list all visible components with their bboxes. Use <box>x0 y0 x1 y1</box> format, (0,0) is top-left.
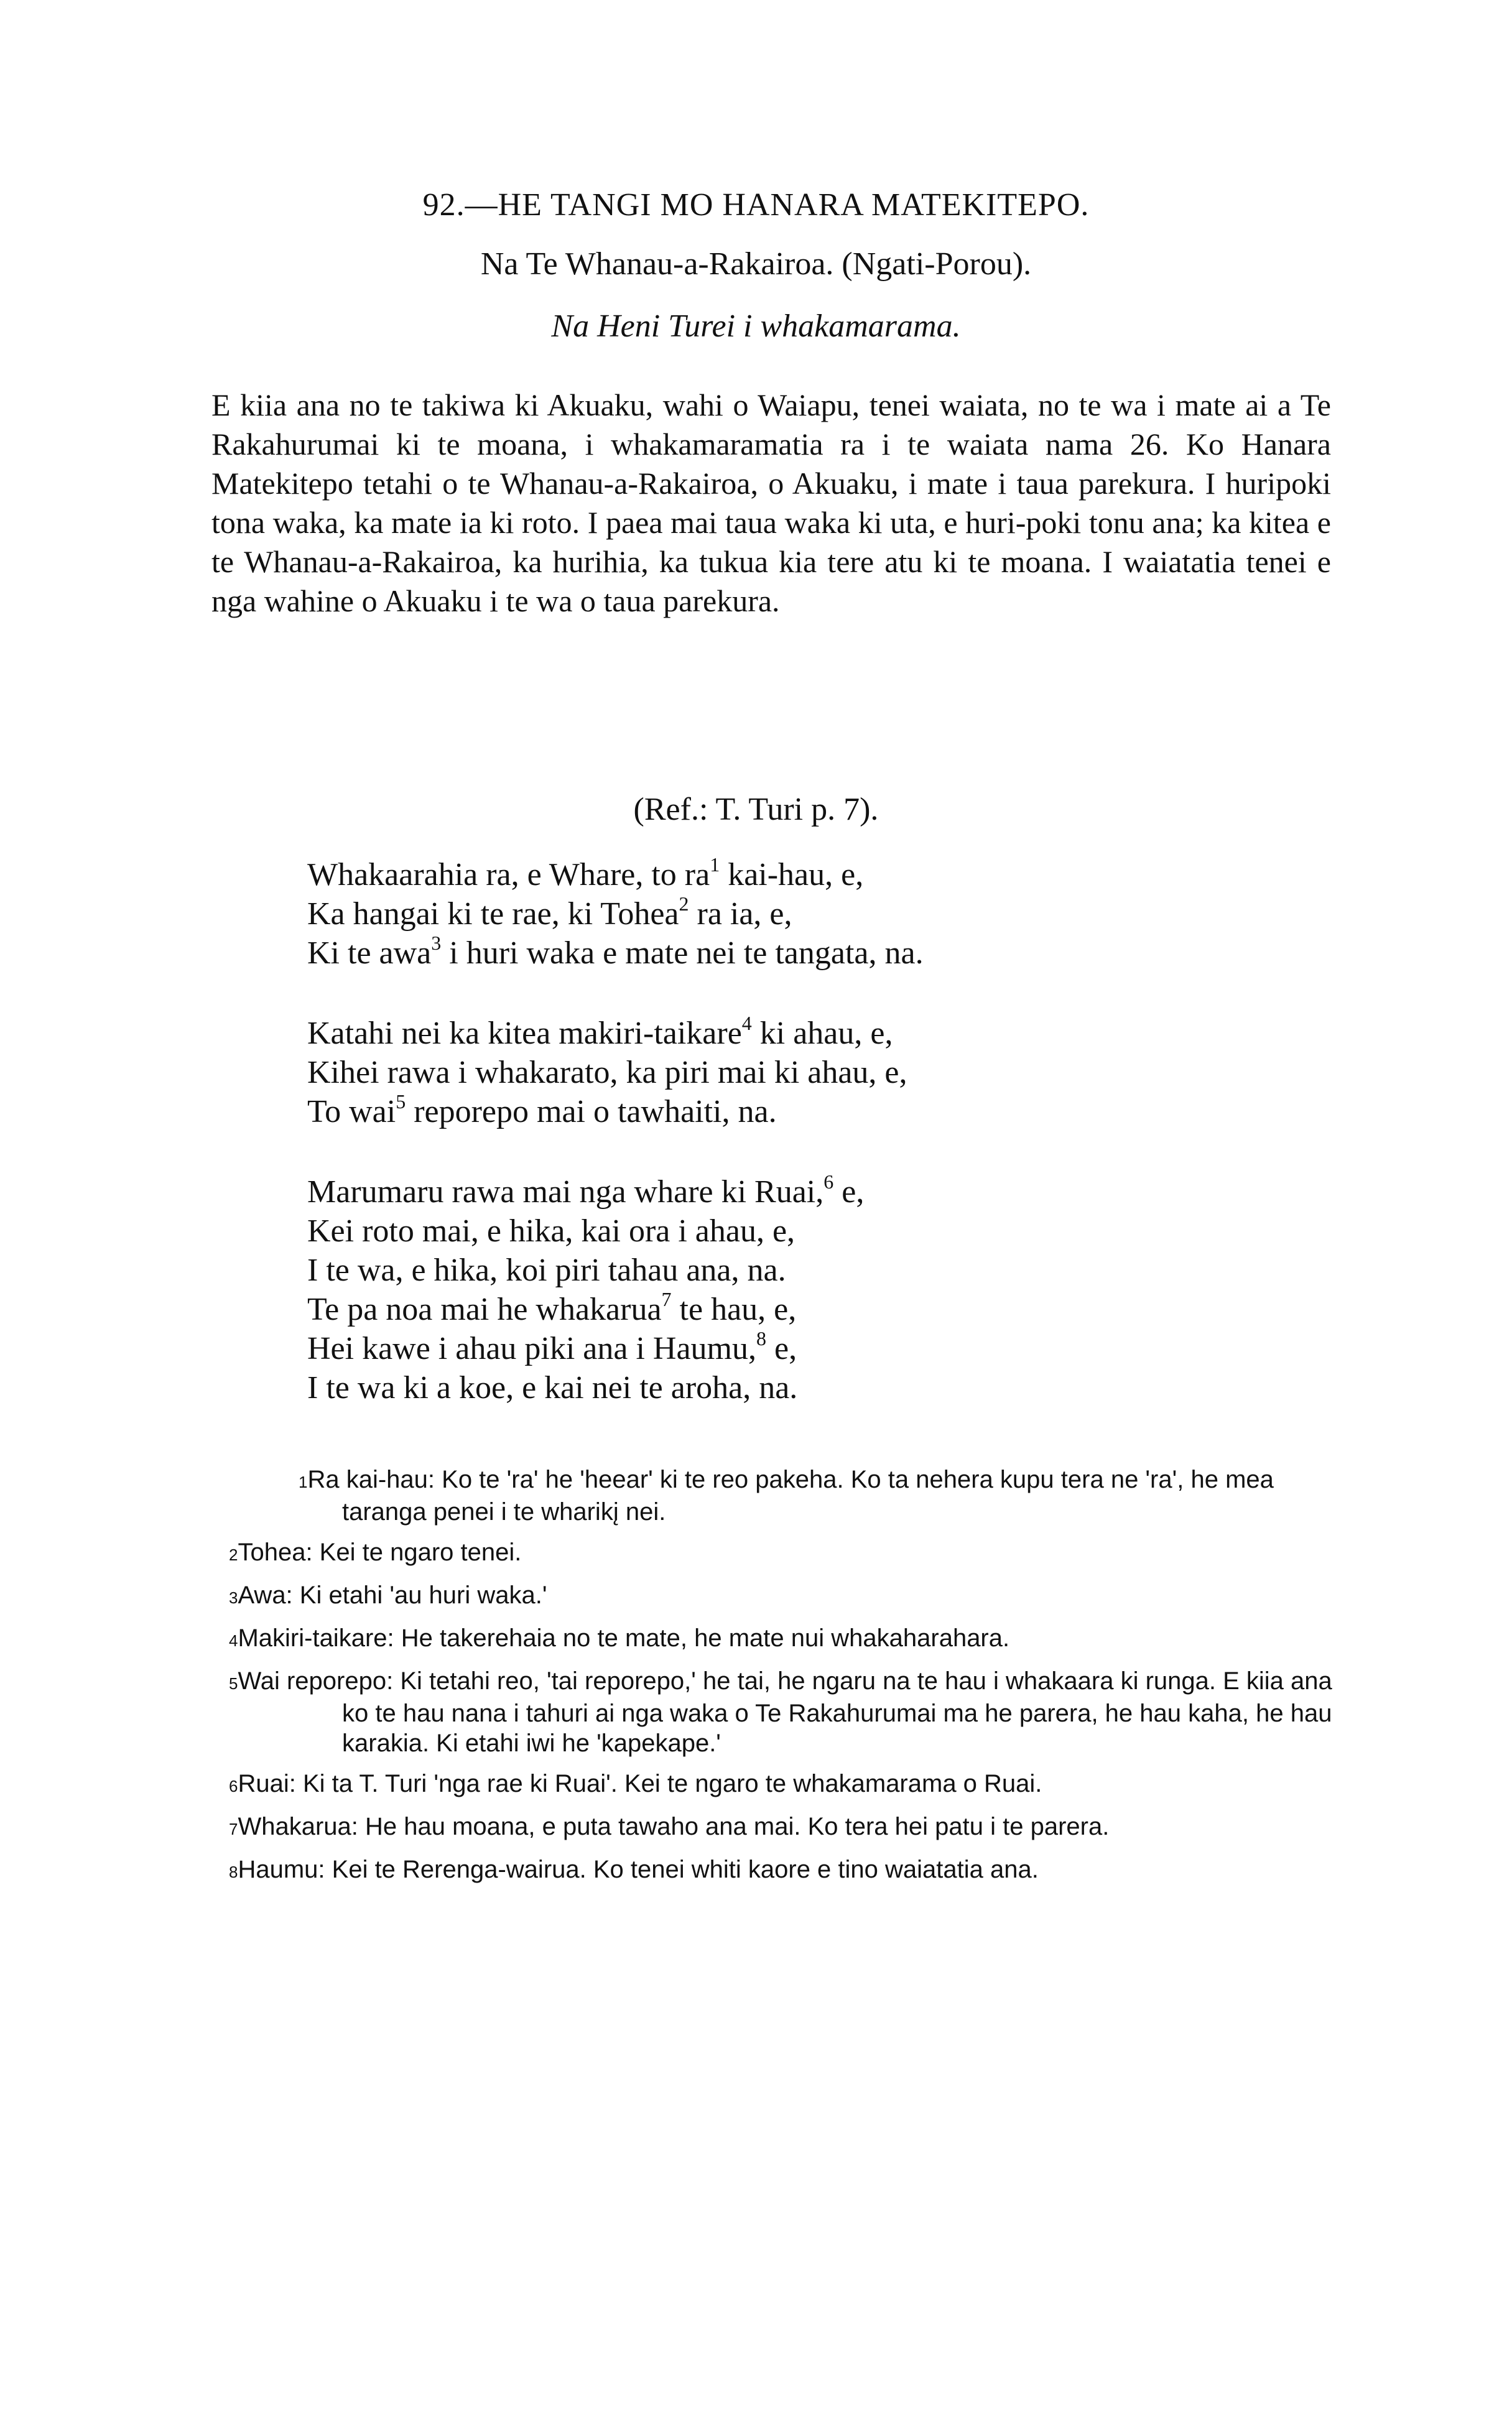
footnote-body <box>229 1465 1348 1527</box>
poem-text: Ka hangai ki te rae, ki Tohea <box>307 896 679 932</box>
footnote <box>229 1769 1348 1801</box>
footnote <box>229 1666 1348 1758</box>
footnote-text: Ra kai-hau: Ko te 'ra' he 'heear' ki te reo pakeha. Ko ta nehera kupu tera ne 'ra', he mea taranga penei i te wharikį nei. <box>307 1466 1274 1526</box>
poem-line: Kihei rawa i whakarato, ka piri mai ki ahau, e, <box>307 1055 907 1090</box>
poem-line: I te wa, e hika, koi piri tahau ana, na. <box>307 1253 786 1288</box>
poem-text: kai-hau, e, <box>720 857 864 892</box>
footnote-marker: 6 <box>823 1170 834 1193</box>
poem-line: I te wa ki a koe, e kai nei te aroha, na. <box>307 1370 798 1406</box>
footnote-text: Tohea: Kei te ngaro tenei. <box>238 1539 522 1566</box>
stanza-3 <box>307 1172 1333 1407</box>
poem-text: te hau, e, <box>671 1292 797 1327</box>
footnote-number: 4 <box>229 1631 238 1650</box>
footnotes <box>229 1465 1348 1897</box>
footnote-text: Haumu: Kei te Rerenga-wairua. Ko tenei whiti kaore e tino waiatatia ana. <box>238 1856 1039 1883</box>
poem-text: Ki te awa <box>307 935 432 971</box>
poem-text: e, <box>766 1331 797 1366</box>
footnote <box>229 1537 1348 1570</box>
poem-text: Hei kawe i ahau piki ana i Haumu, <box>307 1331 756 1366</box>
footnote-text: Ruai: Ki ta T. Turi 'nga rae ki Ruai'. Kei te ngaro te whakamarama o Ruai. <box>238 1770 1042 1797</box>
poem-text: Katahi nei ka kitea makiri-taikare <box>307 1016 742 1051</box>
poem-line <box>307 855 1333 894</box>
poem-line <box>307 1092 1333 1131</box>
poem <box>307 855 1333 1448</box>
footnote-body <box>229 1537 1348 1570</box>
stanza-2 <box>307 1014 1333 1131</box>
poem-line <box>307 894 1333 934</box>
footnote-number: 3 <box>229 1588 238 1607</box>
reference-line: (Ref.: T. Turi p. 7). <box>633 792 879 827</box>
footnote-body <box>229 1769 1348 1801</box>
footnote <box>229 1580 1348 1613</box>
footnote-marker: 4 <box>741 1012 752 1034</box>
stanza-1 <box>307 855 1333 973</box>
footnote-marker: 7 <box>661 1288 672 1310</box>
footnote-number: 8 <box>229 1863 238 1881</box>
footnote-body <box>229 1623 1348 1656</box>
footnote-number: 6 <box>229 1777 238 1796</box>
song-editor: Na Heni Turei i whakamarama. <box>551 308 961 344</box>
poem-line: Kei roto mai, e hika, kai ora i ahau, e, <box>307 1213 795 1249</box>
poem-text: e, <box>833 1174 865 1210</box>
footnote-marker: 5 <box>396 1090 406 1113</box>
poem-line <box>307 1014 1333 1053</box>
footnote-text: Whakarua: He hau moana, e puta tawaho ana mai. Ko tera hei patu i te parera. <box>238 1813 1110 1840</box>
footnote-marker: 8 <box>756 1327 766 1350</box>
footnote-text: Makiri-taikare: He takerehaia no te mate, he mate nui whakaharahara. <box>238 1624 1010 1652</box>
poem-text: i huri waka e mate nei te tangata, na. <box>441 935 924 971</box>
footnote-marker: 1 <box>710 853 720 876</box>
footnote-body <box>229 1812 1348 1844</box>
footnote-number: 5 <box>229 1674 238 1693</box>
footnote <box>229 1812 1348 1844</box>
introduction-text: E kiia ana no te takiwa ki Akuaku, wahi o Waiapu, tenei waiata, no te wa i mate ai a Te Rakahurumai ki te moana, i whakamaramatia ra i te waiata nama 26. Ko Hanara Matekitepo tetahi o te Whanau-a-Rakairoa, o Akuaku, i mate i taua parekura. I huripoki tona waka, ka mate ia ki roto. I paea mai taua waka ki uta, e huri-poki tonu ana; ka kitea e te Whanau-a-Rakairoa, ka hurihia, ka tukua kia tere atu ki te moana. I waiatatia tenei e nga wahine o Akuaku i te wa o taua parekura. <box>211 387 1331 618</box>
song-title: 92.—HE TANGI MO HANARA MATEKITEPO. <box>422 187 1090 223</box>
poem-text: ki ahau, e, <box>751 1016 893 1051</box>
footnote <box>229 1465 1348 1527</box>
footnote-body <box>229 1666 1348 1758</box>
poem-text: Te pa noa mai he whakarua <box>307 1292 662 1327</box>
poem-text: ra ia, e, <box>689 896 792 932</box>
poem-line <box>307 934 1333 973</box>
footnote-text: Awa: Ki etahi 'au huri waka.' <box>238 1582 547 1609</box>
footnote <box>229 1855 1348 1887</box>
footnote-marker: 2 <box>679 892 689 915</box>
poem-text: To wai <box>307 1094 396 1129</box>
footnote-body <box>229 1580 1348 1613</box>
poem-line <box>307 1290 1333 1329</box>
footnote-body <box>229 1855 1348 1887</box>
poem-text: reporepo mai o tawhaiti, na. <box>406 1094 777 1129</box>
introduction-paragraph <box>211 386 1331 621</box>
footnote-text: Wai reporepo: Ki tetahi reo, 'tai reporepo,' he tai, he ngaru na te hau i whakaara ki runga. E kiia ana ko te hau nana i tahuri ai nga waka o Te Rakahurumai ma he parera, he hau kaha, he hau karakia. Ki etahi iwi he 'kapekape.' <box>238 1667 1332 1757</box>
footnote-number: 1 <box>299 1473 308 1491</box>
footnote-number: 2 <box>229 1545 238 1564</box>
footnote <box>229 1623 1348 1656</box>
song-attribution: Na Te Whanau-a-Rakairoa. (Ngati-Porou). <box>480 246 1032 282</box>
poem-line <box>307 1172 1333 1212</box>
footnote-marker: 3 <box>431 932 442 954</box>
poem-line <box>307 1329 1333 1368</box>
poem-text: Marumaru rawa mai nga whare ki Ruai, <box>307 1174 824 1210</box>
poem-text: Whakaarahia ra, e Whare, to ra <box>307 857 710 892</box>
footnote-number: 7 <box>229 1820 238 1838</box>
